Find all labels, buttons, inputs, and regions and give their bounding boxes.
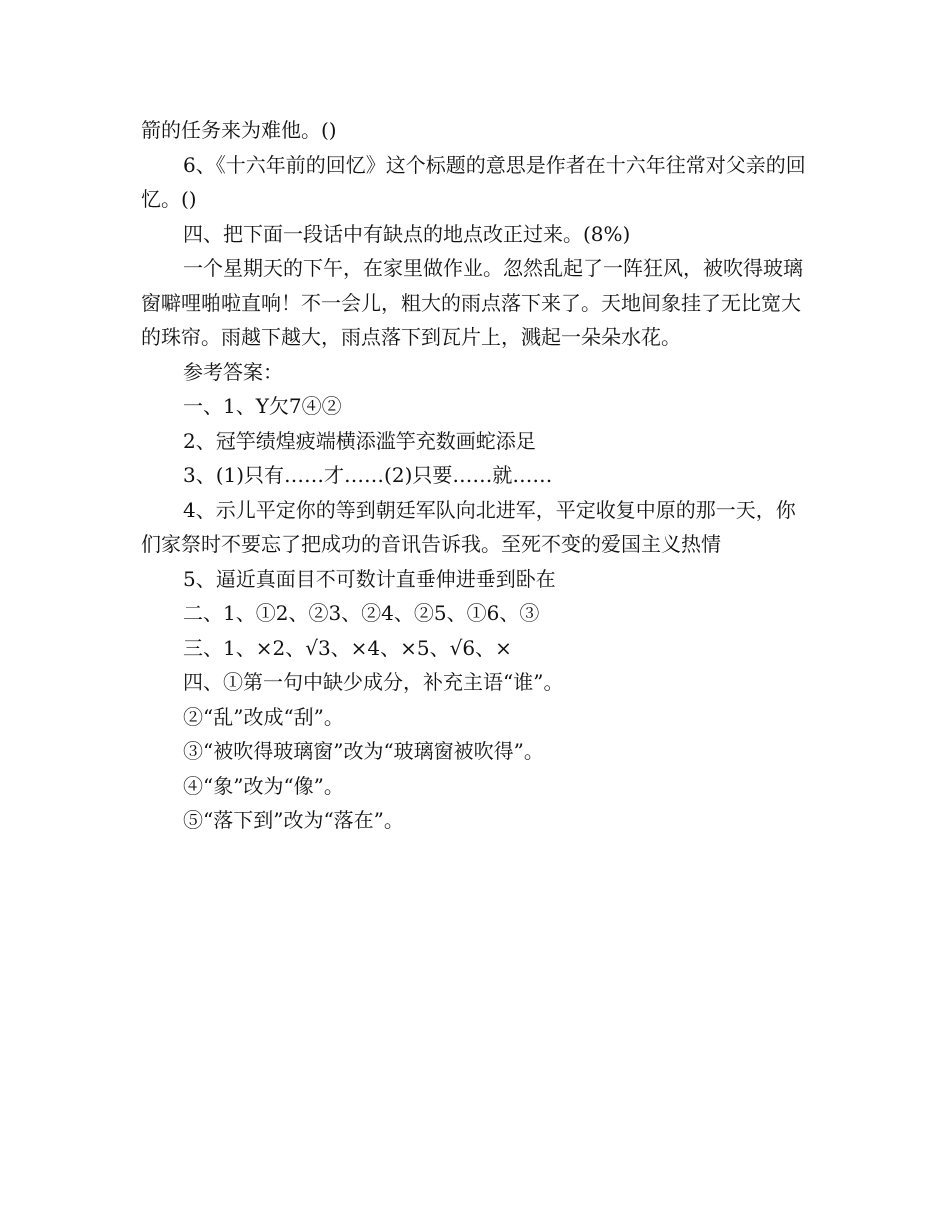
answer-4-4: ④“象”改为“像”。 bbox=[183, 773, 344, 798]
answer-1-2: 2、冠竽绩煌疲端横添滥竽充数画蛇添足 bbox=[183, 428, 536, 453]
document-body bbox=[141, 113, 811, 838]
answer-1-5: 5、逼近真面目不可数计直垂伸进垂到卧在 bbox=[183, 566, 556, 591]
answer-4-2: ②“乱”改成“刮”。 bbox=[183, 704, 344, 729]
answers-heading: 参考答案： bbox=[183, 359, 283, 384]
answer-4-5: ⑤“落下到”改为“落在”。 bbox=[183, 808, 404, 832]
answer-1-3: 3、(1)只有……才……(2)只要……就…… bbox=[183, 463, 553, 487]
answer-section-2: 二、1、①2、②3、②4、②5、①6、③ bbox=[183, 601, 540, 625]
paragraph-question-6: 6、《十六年前的回忆》这个标题的意思是作者在十六年往常对父亲的回忆。() bbox=[141, 152, 806, 211]
answer-1-4: 4、示儿平定你的等到朝廷军队向北进军，平定收复中原的那一天，你们家祭时不要忘了把成功的音讯告诉我。至死不变的爱国主义热情 bbox=[141, 497, 796, 556]
answer-4-1: 四、①第一句中缺少成分，补充主语“谁”。 bbox=[183, 670, 564, 694]
answer-1-1: 一、1、Y欠7④② bbox=[183, 394, 342, 418]
answer-section-3: 三、1、×2、√3、×4、×5、√6、× bbox=[183, 635, 512, 660]
answer-4-3: ③“被吹得玻璃窗”改为“玻璃窗被吹得”。 bbox=[183, 739, 544, 763]
section-4-heading: 四、把下面一段话中有缺点的地点改正过来。(8%) bbox=[183, 221, 631, 246]
paragraph-q5-continued: 箭的任务来为难他。() bbox=[141, 118, 337, 142]
section-4-passage: 一个星期天的下午，在家里做作业。忽然乱起了一阵狂风，被吹得玻璃窗噼哩啪啦直响！不一会儿，粗大的雨点落下来了。天地间象挂了无比宽大的珠帘。雨越下越大，雨点落下到瓦片上，溅起一朵朵水花。 bbox=[141, 256, 803, 349]
